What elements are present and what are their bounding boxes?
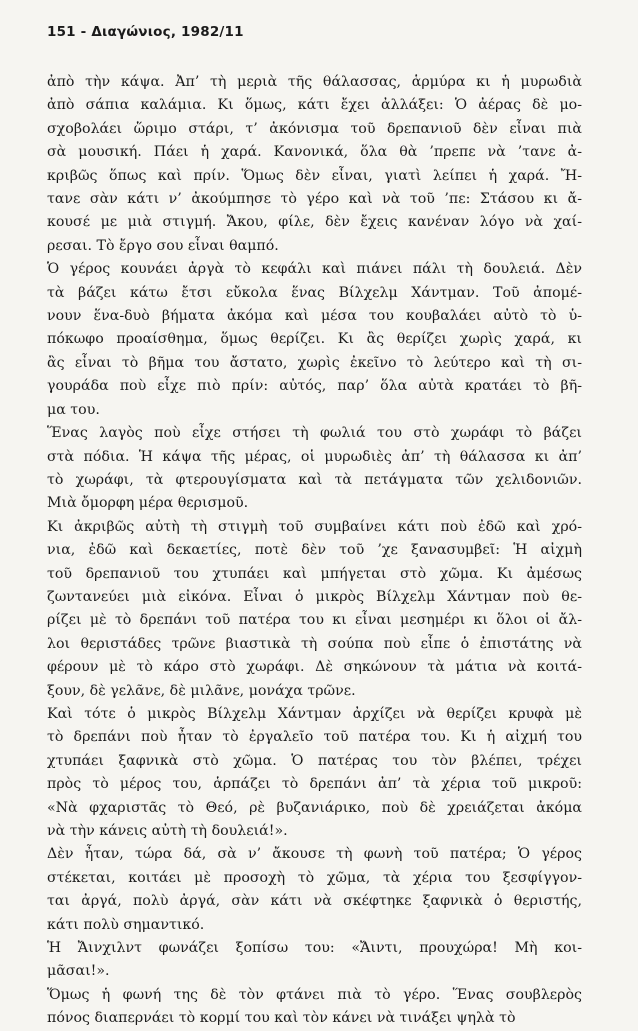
text-line: λοι θεριστάδες τρῶνε βιαστικὰ τὴ σούπα ποὺ εἶπε ὁ ἐπιστάτης νὰ [47, 635, 582, 652]
text-line: μα του. [47, 401, 100, 418]
text-line: ἀπὸ τὴν κάψα. Ἀπ’ τὴ μεριὰ τῆς θάλασσας, ἁρμύρα κι ἡ μυρωδιὰ [47, 74, 582, 90]
text-line: ρίζει μὲ τὸ δρεπάνι τοῦ πατέρα του κι εἶναι μεσημέρι κι ὅλοι οἱ ἄλ- [47, 612, 582, 629]
text-line: στέκεται, κοιτάει μὲ προσοχὴ τὸ χῶμα, τὰ χέρια του ξεσφίγγον- [47, 869, 582, 886]
text-line: κουσέ με μιὰ στιγμή. Ἄκου, φίλε, δὲν ἔχεις κανέναν λόγο νὰ χαί- [47, 214, 582, 231]
text-line: πόκωφο προαίσθημα, ὅμως θερίζει. Κι ἂς θερίζει χωρὶς χαρά, κι [47, 331, 582, 348]
text-line: νια, ἐδῶ καὶ δεκαετίες, ποτὲ δὲν τοῦ ’χε ξανασυμβεῖ: Ἡ αἰχμὴ [47, 542, 582, 559]
text-line: φέρουν μὲ τὸ κάρο στὸ χωράφι. Δὲ σηκώνουν τὰ μάτια νὰ κοιτά- [47, 659, 582, 676]
text-line: κάτι πολὺ σημαντικό. [47, 916, 205, 933]
text-line: ξουν, δὲ γελᾶνε, δὲ μιλᾶνε, μονάχα τρῶνε. [47, 682, 356, 699]
text-line: σχοβολάει ὥριμο στάρι, τ’ ἀκόνισμα τοῦ δρεπανιοῦ δὲν εἶναι πιὰ [47, 120, 582, 137]
text-line: τὸ χωράφι, τὰ φτερουγίσματα καὶ τὰ πετάγματα τῶν χελιδονιῶν. [47, 471, 582, 488]
body-text [47, 71, 582, 1031]
text-line: γουράδα ποὺ εἶχε πιὸ πρίν: αὐτός, παρ’ ὅλα αὐτὰ κρατάει τὸ βῆ- [47, 378, 582, 395]
text-line: μᾶσαι!». [47, 963, 110, 980]
text-line: στὰ πόδια. Ἡ κάψα τῆς μέρας, οἱ μυρωδιὲς ἀπ’ τὴ θάλασσα κι ἀπ’ [47, 448, 582, 465]
paragraph [47, 843, 582, 937]
text-line: τοῦ δρεπανιοῦ του χτυπάει καὶ μπήγεται στὸ χῶμα. Κι ἀμέσως [47, 565, 582, 582]
text-line: ρεσαι. Τὸ ἔργο σου εἶναι θαμπό. [47, 237, 279, 254]
text-line: Κι ἀκριβῶς αὐτὴ τὴ στιγμὴ τοῦ συμβαίνει κάτι ποὺ ἐδῶ καὶ χρό- [47, 518, 582, 535]
paragraph [47, 937, 582, 984]
text-line: Δὲν ἦταν, τώρα δά, σὰ ν’ ἄκουσε τὴ φωνὴ τοῦ πατέρα; Ὁ γέρος [47, 846, 582, 863]
text-line: ζωντανεύει μιὰ εἰκόνα. Εἶναι ὁ μικρὸς Βίλχελμ Χάντμαν ποὺ θε- [47, 588, 582, 605]
text-line: νὰ τὴν κάνεις αὐτὴ τὴ δουλειά!». [47, 823, 288, 839]
text-line: σὰ μουσική. Πάει ἡ χαρά. Κανονικά, ὅλα θὰ ’πρεπε νὰ ’τανε ἀ- [47, 144, 582, 161]
text-line: πόνος διαπερνάει τὸ κορμί του καὶ τὸν κάνει νὰ τινάξει ψηλὰ τὸ [47, 1010, 516, 1027]
text-line: «Νὰ φχαριστᾶς τὸ Θεό, ρὲ βυζανιάρικο, ποὺ δὲ χρειάζεται ἀκόμα [47, 799, 582, 816]
text-line: τὰ βάζει κάτω ἔτσι εὔκολα ἕνας Βίλχελμ Χάντμαν. Τοῦ ἀπομέ- [47, 284, 582, 301]
paragraph [47, 516, 582, 703]
running-head: 151 - Διαγώνιος, 1982/11 [47, 24, 244, 40]
paragraph [47, 71, 582, 258]
text-line: Ἕνας λαγὸς ποὺ εἶχε στήσει τὴ φωλιά του στὸ χωράφι τὸ βάζει [47, 425, 582, 442]
text-line: ἀπὸ σάπια καλάμια. Κι ὅμως, κάτι ἔχει ἀλλάξει: Ὁ ἀέρας δὲ μο- [47, 97, 582, 114]
paragraph [47, 703, 582, 843]
text-line: πρὸς τὸ μέρος του, ἁρπάζει τὸ δρεπάνι ἀπ’ τὰ χέρια τοῦ μικροῦ: [47, 776, 582, 793]
text-line: Ἡ Ἄινχιλντ φωνάζει ξοπίσω του: «Ἄιντι, προυχώρα! Μὴ κοι- [47, 940, 582, 957]
text-line: τανε σὰν κάτι ν’ ἀκούμπησε τὸ γέρο καὶ νὰ τοῦ ’πε: Στάσου κι ἄ- [47, 191, 582, 208]
text-line: ται ἀργά, πολὺ ἀργά, σὰν κάτι νὰ σκέφτηκε ξαφνικὰ ὁ θεριστής, [47, 893, 582, 910]
paragraph [47, 422, 582, 516]
text-line: Καὶ τότε ὁ μικρὸς Βίλχελμ Χάντμαν ἀρχίζει νὰ θερίζει κρυφὰ μὲ [47, 705, 582, 722]
text-line: χτυπάει ξαφνικὰ στὸ χῶμα. Ὁ πατέρας του τὸν βλέπει, τρέχει [47, 752, 582, 769]
text-line: Μιὰ ὄμορφη μέρα θερισμοῦ. [47, 495, 249, 512]
text-line: Ὁ γέρος κουνάει ἀργὰ τὸ κεφάλι καὶ πιάνει πάλι τὴ δουλειά. Δὲν [47, 261, 582, 278]
text-line: τὸ δρεπάνι ποὺ ἦταν τὸ ἐργαλεῖο τοῦ πατέρα του. Κι ἡ αἰχμή του [47, 729, 582, 746]
text-line: νουν ἕνα-δυὸ βήματα ἀκόμα καὶ μέσα του κουβαλάει αὐτὸ τὸ ὑ- [47, 308, 582, 325]
paragraph [47, 258, 582, 422]
text-line: Ὅμως ἡ φωνή της δὲ τὸν φτάνει πιὰ τὸ γέρο. Ἕνας σουβλερὸς [47, 986, 582, 1003]
text-line: ἂς εἶναι τὸ βῆμα του ἄστατο, χωρὶς ἐκεῖνο τὸ λεύτερο καὶ τὴ σι- [47, 354, 582, 371]
text-line: κριβῶς ὅπως καὶ πρίν. Ὅμως δὲν εἶναι, γιατὶ λείπει ἡ χαρά. Ἤ- [47, 167, 582, 184]
